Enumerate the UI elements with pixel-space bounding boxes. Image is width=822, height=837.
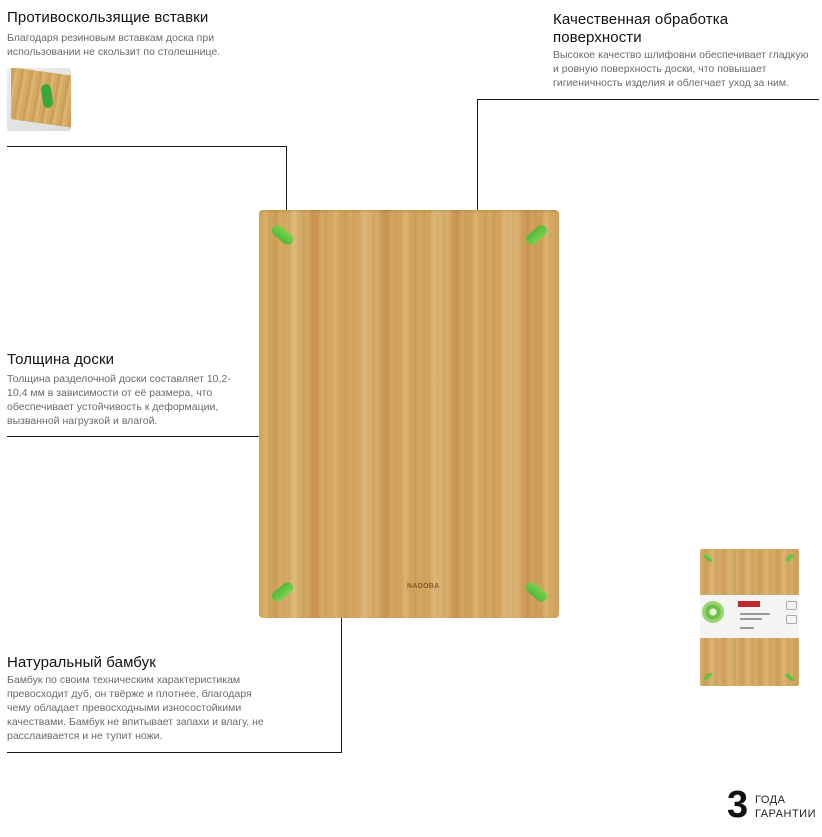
bamboo-description: Бамбук по своим техническим характеристикам превосходит дуб, он твёрже и плотнее, благодаря чему обладает превосходными износостойкими качествами. Бамбук не впитывает запахи и влагу, не расслаивается и не тупит ножи. <box>7 674 264 742</box>
pack-foot-br <box>785 672 795 681</box>
finish-title-line2: поверхности <box>553 29 642 46</box>
guarantee-label-line1: ГОДА <box>755 794 786 806</box>
inserts-title: Противоскользящие вставки <box>7 9 209 26</box>
thickness-title: Толщина доски <box>7 351 115 368</box>
label-text-bar <box>740 618 762 620</box>
rubber-foot-bottom-right <box>524 580 549 604</box>
label-badge-icon <box>786 601 797 610</box>
finish-title-line1: Качественная обработка <box>553 11 729 28</box>
board-brand-mark: NADOBA <box>407 583 440 590</box>
rubber-foot-bottom-left <box>270 580 295 604</box>
guarantee-label-line2: ГАРАНТИИ <box>755 808 816 820</box>
brand-logo <box>738 601 760 607</box>
pack-foot-tl <box>703 553 713 562</box>
bamboo-title: Натуральный бамбук <box>7 654 156 671</box>
pack-foot-bl <box>703 672 713 681</box>
label-text-bar <box>740 627 754 629</box>
thumbnail-wood <box>11 68 71 129</box>
rubber-foot-top-right <box>524 223 549 247</box>
label-text-bar <box>740 613 770 615</box>
cutting-board-image <box>259 210 559 618</box>
pack-foot-tr <box>785 553 795 562</box>
rubber-foot-top-left <box>270 223 295 247</box>
pack-label <box>700 595 799 638</box>
finish-description: Высокое качество шлифовни обеспечивает гладкую и ровную поверхность доски, что повышает гигиеничность изделия и облегчает уход за ним. <box>553 49 809 89</box>
inserts-description: Благодаря резиновым вставкам доска при использовании не скользит по столешнице. <box>7 32 221 58</box>
callout-line-thickness <box>7 436 260 437</box>
flower-graphic <box>702 601 724 623</box>
packaged-board-image <box>700 549 799 686</box>
insert-thumbnail-image <box>7 68 71 131</box>
callout-line-bamboo-h <box>7 752 342 753</box>
label-badge-icon <box>786 615 797 624</box>
callout-line-finish-h <box>477 99 819 100</box>
guarantee-years-number: 3 <box>727 784 749 826</box>
callout-line-inserts-h <box>7 146 287 147</box>
thickness-description: Толщина разделочной доски составляет 10,2-10,4 мм в зависимости от её размера, что обеспечивает устойчивость к деформации, вызванной нагрузкой и влагой. <box>7 373 231 427</box>
